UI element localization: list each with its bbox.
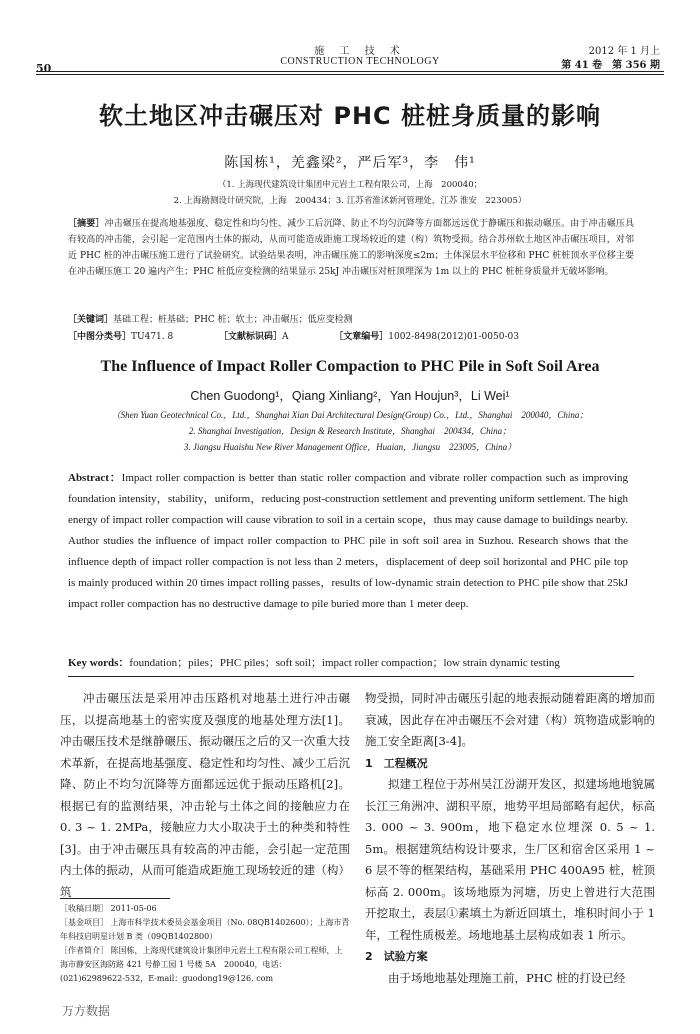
doc-code-label: ［文献标识码］ bbox=[218, 332, 282, 342]
header-rule-thin bbox=[36, 74, 664, 75]
footnote-rule bbox=[60, 898, 170, 899]
keywords-en bbox=[68, 654, 628, 670]
abstract-en bbox=[68, 468, 628, 615]
affiliation-cn-2: 2. 上海勘测设计研究院，上海 200434；3. 江苏省淮沭新河管理处，江苏 淮安 223005） bbox=[173, 196, 527, 206]
doc-code-value: A bbox=[282, 332, 289, 342]
body-column-left bbox=[60, 688, 350, 903]
section-heading-1: 1 工程概况 bbox=[365, 756, 428, 770]
article-number-value: 1002-8498(2012)01-0050-03 bbox=[388, 332, 519, 342]
paper-title-en: The Influence of Impact Roller Compaction to PHC Pile in Soft Soil Area bbox=[100, 358, 600, 375]
article-number-label: ［文章编号］ bbox=[334, 332, 389, 342]
issue-number: 第 41 卷 第 356 期 bbox=[561, 60, 660, 71]
page-number: 50 bbox=[36, 62, 52, 75]
watermark: 万方数据 bbox=[62, 1004, 111, 1018]
abstract-en-text: Impact roller compaction is better than static roller compaction and vibrate roller compaction such as improving foundation intensity，stability，uniform，reducing post-construction settlement and preventing uniform settlement. The high energy of impact roller compaction will cause vibration to soil in a certain scope，thus may cause damage to buildings nearby. Author studies the influence of impact roller compaction to PHC pile in soft soil area in Suzhou. Research shows that the influence depth of impact roller compaction is not less than 2 meters，displacement of deep soil horizontal and PHC pile top is mainly produced within 20 times impact rolling passes，results of low-dynamic strain detection to PHC pile show that 25kJ impact roller compaction has no destructive damage to pile buried more than 1 meter deep. bbox=[68, 472, 628, 610]
affiliation-en-2: 2. Shanghai Investigation，Design & Research Institute，Shanghai 200434，China； bbox=[188, 426, 512, 436]
clc-value: TU471. 8 bbox=[131, 332, 174, 342]
affiliation-en-1: （Shen Yuan Geotechnical Co.，Ltd.，Shanghai Xian Dai Architectural Design(Group) Co.，Ltd.，Shanghai 200040，China； bbox=[111, 410, 589, 420]
abstract-cn-label: ［摘要］ bbox=[68, 219, 105, 229]
project-overview-paragraph: 拟建工程位于苏州吴江汾湖开发区，拟建场地地貌属长江三角洲冲、湖积平原，地势平坦局部略有起伏，标高 3. 000 ~ 3. 900m，地下稳定水位埋深 0. 5 ~ 1. 5m。根据建筑结构设计要求，生厂区和宿舍区采用 1 ~ 6 层不等的框架结构，基础采用 PHC 400A95 桩，桩顶标高 2. 000m。该场地原为河塘，历史上曾进行大范围开挖取土，表层①素填土为新近回填土，堆积时间小于 1 年，工程性质极差。场地地基土层构成如表 1 所示。 bbox=[365, 777, 655, 942]
classification-line bbox=[68, 329, 634, 345]
issue-date: 2012 年 1 月上 bbox=[588, 46, 660, 57]
footnotes bbox=[60, 902, 350, 986]
footnote-author: ［作者简介］ 陈国栋，上海现代建筑设计集团申元岩土工程有限公司工程师，上海市静安区海防路 421 号静工园 1 号楼 5A 200040，电话：(021)62989622-532，E-mail：guodong19@126. com bbox=[60, 946, 343, 983]
abstract-rule bbox=[68, 676, 634, 677]
header-rule bbox=[36, 71, 664, 72]
affiliation-en-3: 3. Jiangsu Huaishu New River Management Office，Huaian，Jiangsu 223005，China） bbox=[183, 442, 517, 452]
body-column-right bbox=[365, 688, 655, 989]
keywords-en-text: foundation；piles；PHC piles；soft soil；impact roller compaction；low strain dynamic testing bbox=[129, 657, 560, 669]
authors-cn: 陈国栋¹，羌鑫梁²，严后军³，李 伟¹ bbox=[224, 155, 476, 171]
keywords-cn-text: 基础工程；桩基础；PHC 桩；软土；冲击碾压；低应变检测 bbox=[113, 315, 353, 325]
footnote-received: ［收稿日期］ 2011-05-06 bbox=[60, 904, 157, 913]
paper-title-cn: 软土地区冲击碾压对 PHC 桩桩身质量的影响 bbox=[99, 102, 601, 130]
intro-paragraph-cont: 物受损，同时冲击碾压引起的地表振动随着距离的增加而衰减，因此存在冲击碾压不会对建（构）筑物造成影响的施工安全距离[3-4]。 bbox=[365, 691, 655, 748]
footnote-fund: ［基金项目］ 上海市科学技术委员会基金项目（No. 08QB1402600）；上海市青年科技启明星计划 B 类（09QB1402800） bbox=[60, 918, 350, 941]
journal-name-cn: 施 工 技 术 bbox=[314, 46, 406, 57]
abstract-cn bbox=[68, 216, 634, 280]
authors-en: Chen Guodong¹，Qiang Xinliang²，Yan Houjun³，Li Wei¹ bbox=[190, 389, 510, 403]
clc-label: ［中图分类号］ bbox=[68, 332, 132, 342]
affiliation-cn-1: （1. 上海现代建筑设计集团申元岩土工程有限公司，上海 200040； bbox=[217, 180, 483, 190]
keywords-cn-label: ［关键词］ bbox=[68, 315, 114, 325]
keywords-cn bbox=[68, 312, 634, 328]
abstract-cn-text: 冲击碾压在提高地基强度、稳定性和均匀性、减少工后沉降、防止不均匀沉降等方面都远远优于静碾压和振动碾压。由于冲击碾压具有较高的冲击能，会引起一定范围内土体的振动，从而可能造成距施工现场较近的建（构）筑物受损。结合苏州软土地区冲击碾压项目，对邻近 PHC 桩的冲击碾压施工进行了试验研究。试验结果表明，冲击碾压施工的影响深度≤2m；土体深层水平位移和 PHC 桩桩顶水平位移主要在冲击碾压施工 20 遍内产生；PHC 桩低应变检测的结果显示 25kJ 冲击碾压对桩顶埋深为 1m 以上的 PHC 桩桩身质量并无破坏影响。 bbox=[68, 219, 634, 277]
section-heading-2: 2 试验方案 bbox=[365, 950, 428, 963]
abstract-en-label: Abstract： bbox=[68, 472, 122, 484]
intro-paragraph: 冲击碾压法是采用冲击压路机对地基土进行冲击碾压，以提高地基土的密实度及强度的地基处理方法[1]。冲击碾压技术是继静碾压、振动碾压之后的又一次重大技术革新，在提高地基强度、稳定性和均匀性、减少工后沉降、防止不均匀沉降等方面都远远优于振动压路机[2]。根据已有的监测结果，冲击轮与土体之间的接触应力在 0. 3 ~ 1. 2MPa，接触应力大小取决于土的种类和特性[3]。由于冲击碾压具有较高的冲击能，会引起一定范围内土体的振动，从而可能造成距施工现场较近的建（构）筑 bbox=[60, 691, 350, 899]
keywords-en-label: Key words： bbox=[68, 657, 130, 669]
journal-name-en: CONSTRUCTION TECHNOLOGY bbox=[280, 56, 440, 67]
test-plan-paragraph: 由于场地地基处理施工前，PHC 桩的打设已经 bbox=[388, 970, 626, 985]
